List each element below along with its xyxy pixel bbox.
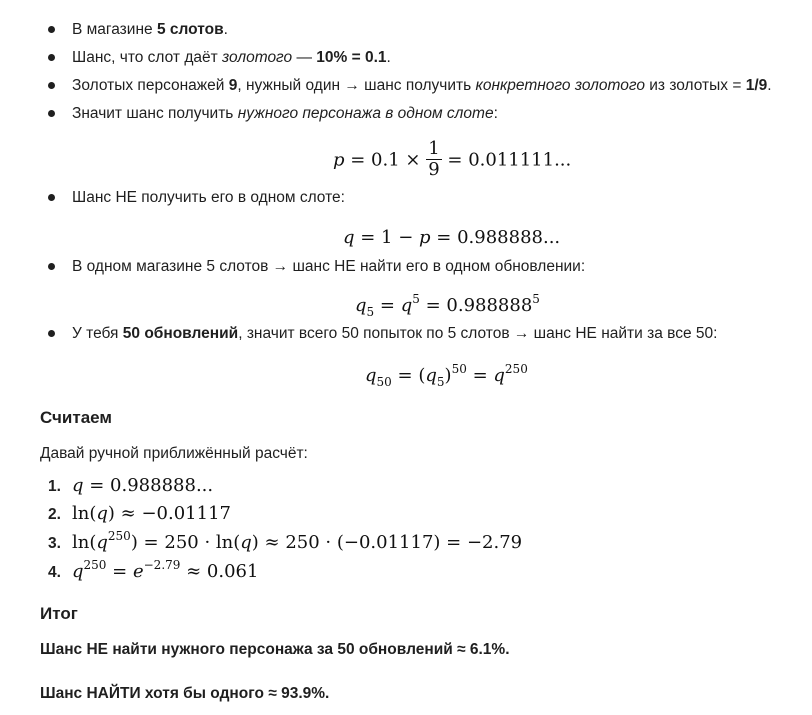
text: , значит всего 50 попыток по 5 слотов → шанс НЕ найти за все 50: — [238, 325, 718, 342]
formula-q — [343, 226, 560, 250]
step-number: 4. — [48, 564, 61, 581]
formula-q50 — [365, 364, 528, 389]
fraction — [426, 139, 441, 180]
bullet-not-get: Шанс НЕ получить его в одном слоте: — [72, 189, 345, 206]
var-q: q — [72, 475, 84, 496]
step-1-formula — [72, 474, 213, 498]
subscript: 50 — [376, 375, 392, 389]
math-text: = — [374, 295, 401, 316]
math-text: = 0.988888 — [419, 295, 533, 316]
superscript: 250 — [504, 362, 528, 376]
bullet-fifty-refreshes — [72, 324, 717, 344]
result-not-find: Шанс НЕ найти нужного персонажа за 50 обновлений ≈ 6.1%. — [40, 641, 510, 658]
var-q: q — [72, 561, 84, 582]
section-title-calculate: Считаем — [40, 408, 112, 427]
result-find: Шанс НАЙТИ хотя бы одного ≈ 93.9%. — [40, 685, 330, 702]
superscript: 5 — [532, 292, 540, 306]
bold-text: 50 обновлений — [122, 325, 239, 342]
bullet-gold-chance — [72, 48, 391, 68]
bullet-one-slot-chance — [72, 104, 498, 124]
math-text: ln( — [72, 532, 97, 553]
bullet-one-shop: В одном магазине 5 слотов → шанс НЕ найти его в одном обновлении: — [72, 258, 586, 275]
math-text: ≈ 0.061 — [180, 561, 259, 582]
superscript: −2.79 — [143, 558, 181, 572]
text: , нужный один → шанс получить — [237, 77, 476, 94]
bold-text: 9 — [228, 77, 238, 94]
italic-text: золотого — [222, 49, 293, 66]
italic-text: конкретного золотого — [475, 77, 645, 94]
text: Значит шанс получить — [72, 105, 238, 122]
math-text: = ( — [391, 365, 426, 386]
bold-text: 10% = 0.1 — [316, 49, 387, 66]
text: из золотых = — [644, 77, 746, 94]
math-text: = — [466, 365, 494, 386]
superscript: 50 — [451, 362, 467, 376]
math-text: ) ≈ −0.01117 — [107, 503, 231, 524]
step-number: 2. — [48, 506, 61, 523]
math-text: ) — [444, 365, 452, 386]
superscript: 5 — [412, 292, 420, 306]
formula-q5 — [355, 294, 540, 319]
text: Золотых персонажей — [72, 77, 229, 94]
bullet-dot — [48, 82, 55, 89]
math-text: = 1 − — [354, 227, 420, 248]
var-p: p — [333, 149, 345, 171]
step-4-formula — [72, 560, 258, 585]
text: . — [386, 49, 391, 66]
fraction-denominator: 9 — [428, 159, 440, 180]
math-text: = 0.011111... — [441, 149, 572, 171]
superscript: 250 — [107, 529, 131, 543]
math-text: ln( — [72, 503, 97, 524]
bullet-dot — [48, 26, 55, 33]
text: . — [223, 21, 228, 38]
bullet-dot — [48, 54, 55, 61]
bullet-dot — [48, 194, 55, 201]
math-text: = — [106, 561, 133, 582]
formula-p — [333, 140, 571, 181]
bullet-dot — [48, 263, 55, 270]
italic-text: нужного персонажа в одном слоте — [237, 105, 494, 122]
step-number: 1. — [48, 478, 61, 495]
subscript: 5 — [366, 305, 375, 319]
bullet-dot — [48, 110, 55, 117]
var-q: q — [96, 532, 108, 553]
text: . — [767, 77, 772, 94]
var-q: q — [493, 365, 505, 386]
var-p: p — [419, 227, 431, 248]
var-q: q — [425, 365, 437, 386]
text: Шанс, что слот даёт — [72, 49, 223, 66]
superscript: 250 — [83, 558, 107, 572]
var-q: q — [96, 503, 108, 524]
section-title-result: Итог — [40, 604, 78, 623]
bullet-shop-slots — [72, 20, 228, 40]
section-intro: Давай ручной приближённый расчёт: — [40, 445, 308, 462]
subscript: 5 — [436, 375, 445, 389]
text: : — [493, 105, 498, 122]
math-text: ) = 250 · ln( — [130, 532, 241, 553]
math-text: = 0.988888... — [83, 475, 214, 496]
bold-text: 5 слотов — [156, 21, 224, 38]
bullet-gold-characters — [72, 76, 772, 96]
bold-text: 1/9 — [745, 77, 768, 94]
var-e: e — [132, 561, 144, 582]
var-q: q — [240, 532, 252, 553]
math-text: ) ≈ 250 · (−0.01117) = −2.79 — [251, 532, 523, 553]
bullet-dot — [48, 330, 55, 337]
fraction-numerator: 1 — [428, 138, 440, 159]
var-q: q — [365, 365, 377, 386]
var-q: q — [355, 295, 367, 316]
math-text: = 0.988888... — [430, 227, 561, 248]
text: — — [292, 49, 317, 66]
var-q: q — [400, 295, 413, 316]
step-3-formula — [72, 531, 522, 556]
math-text: = 0.1 × — [344, 149, 427, 171]
step-2-formula — [72, 502, 231, 526]
var-q: q — [343, 227, 355, 248]
step-number: 3. — [48, 535, 61, 552]
text: В магазине — [72, 21, 157, 38]
text: У тебя — [72, 325, 123, 342]
